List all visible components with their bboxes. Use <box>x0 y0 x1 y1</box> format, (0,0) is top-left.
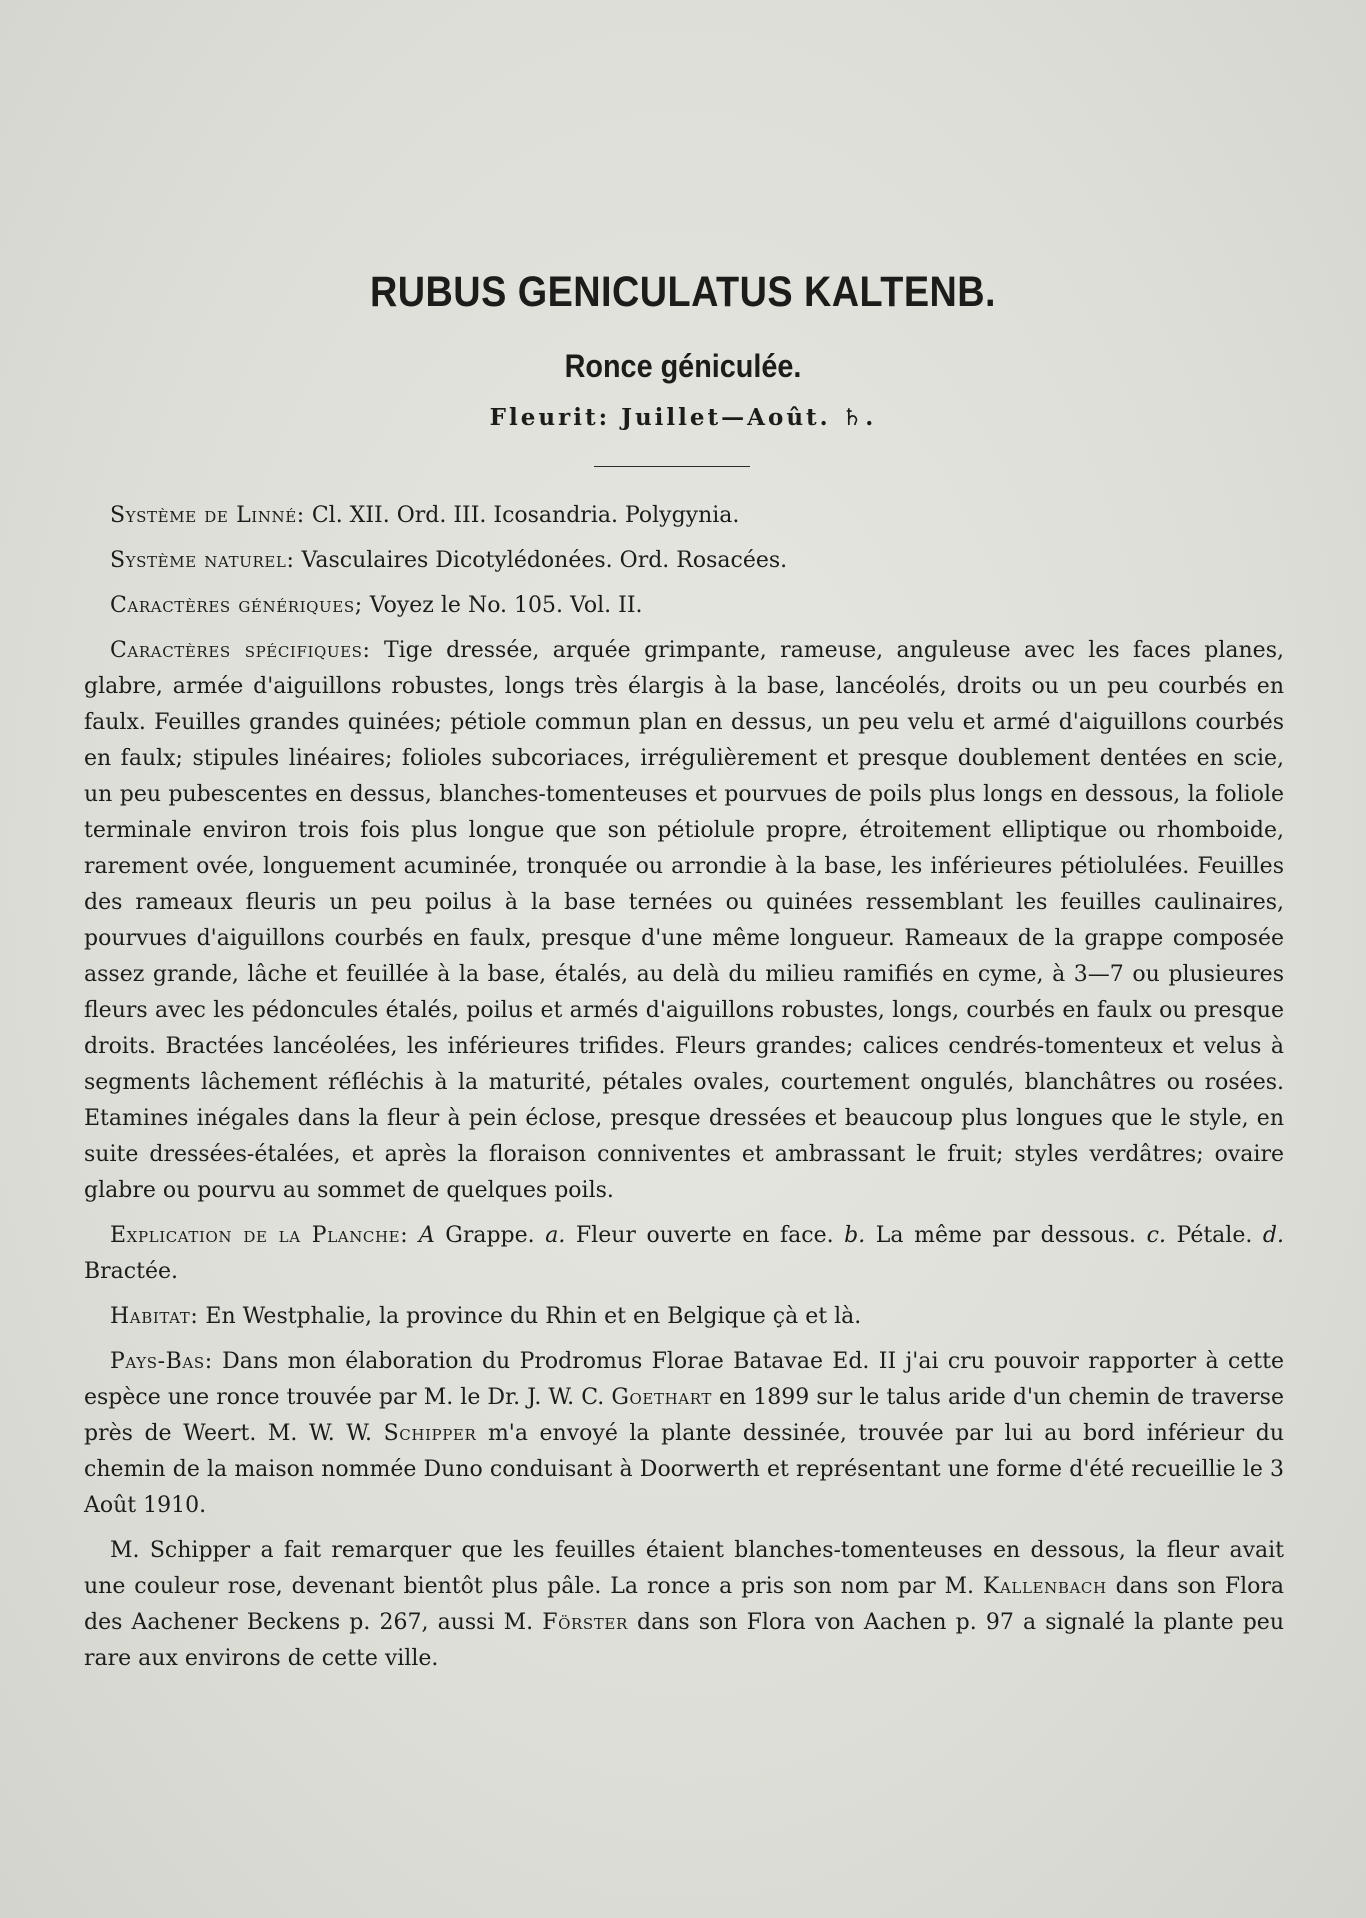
section-label: Pays-Bas: <box>110 1349 213 1374</box>
section-generiques <box>84 588 1284 624</box>
person-name: Förster <box>542 1610 628 1635</box>
section-explication <box>84 1218 1284 1290</box>
section-text: Voyez le No. 105. Vol. II. <box>362 593 643 618</box>
description-body <box>84 498 1284 1686</box>
section-text: Cl. XII. Ord. III. Icosandria. Polygynia. <box>304 503 740 528</box>
section-text: dans son Flora von Aachen p. 97 a signalé la plante peu rare aux environs de cette ville. <box>84 1610 1284 1671</box>
page-subtitle: Ronce géniculée. <box>564 348 802 384</box>
section-paysbas <box>84 1344 1284 1524</box>
section-label: Système de Linné: <box>110 503 305 528</box>
section-label: Caractères génériques; <box>110 593 363 618</box>
section-habitat <box>84 1299 1284 1335</box>
section-linne <box>84 498 1284 534</box>
plate-text: Grappe. <box>434 1223 546 1248</box>
section-specifiques <box>84 633 1284 1209</box>
person-name: Goethart <box>611 1385 712 1410</box>
section-label: Système naturel: <box>110 548 295 573</box>
plate-letter: A <box>418 1223 435 1248</box>
section-text: Dans mon élaboration du Prodromus Florae Batavae Ed. II j'ai cru pouvoir rapporter à cette espèce une ronce trouvée par M. le Dr. J. W. C. <box>84 1349 1284 1410</box>
section-text: en 1899 sur le talus aride d'un chemin de traverse près de Weert. M. W. W. <box>84 1385 1284 1446</box>
section-text: M. Schipper a fait remarquer que les feuilles étaient blanches-tomenteuses en dessous, la fleur avait une couleur rose, devenant bientôt plus pâle. La ronce a pris son nom par M. <box>84 1538 1284 1599</box>
plate-letter: a. <box>545 1223 566 1248</box>
section-label: Caractères spécifiques: <box>110 638 371 663</box>
divider <box>594 466 750 467</box>
person-name: Schipper <box>383 1421 477 1446</box>
section-label: Explication de la Planche: <box>110 1223 409 1248</box>
section-remarks <box>84 1533 1284 1677</box>
plate-letter: c. <box>1146 1223 1166 1248</box>
section-naturel <box>84 543 1284 579</box>
plate-letter: b. <box>844 1223 866 1248</box>
section-text: En Westphalie, la province du Rhin et en Belgique çà et là. <box>198 1304 862 1329</box>
section-text: dans son Flora des Aachener Beckens p. 267, aussi M. <box>84 1574 1284 1635</box>
plate-text: Pétale. <box>1165 1223 1263 1248</box>
section-label: Habitat: <box>110 1304 199 1329</box>
plate-text: Fleur ouverte en face. <box>565 1223 845 1248</box>
section-text: m'a envoyé la plante dessinée, trouvée par lui au bord inférieur du chemin de la maison nommée Duno conduisant à Doorwerth et représentant une forme d'été recueillie le 3 Août 1910. <box>84 1421 1284 1518</box>
plate-text: La même par dessous. <box>865 1223 1147 1248</box>
section-text: Tige dressée, arquée grimpante, rameuse, anguleuse avec les faces planes, glabre, armée d'aiguillons robustes, longs très élargis à la base, lancéolés, droits ou un peu courbés en faulx. Feuilles grandes quinées; pétiole commun plan en dessus, un peu velu et armé d'aiguillons courbés en faulx; stipules linéaires; folioles subcoriaces, irrégulièrement et presque doublement dentées en scie, un peu pubescentes en dessus, blanches-tomenteuses et pourvues de poils plus longs en dessous, la foliole terminale environ trois fois plus longue que son pétiolule propre, étroitement elliptique ou rhomboide, rarement ovée, longuement acuminée, tronquée ou arrondie à la base, les inférieures pétiolulées. Feuilles des rameaux fleuris un peu poilus à la base ternées ou quinées ressemblant les feuilles caulinaires, pourvues d'aiguillons courbés en faulx, presque d'une même longueur. Rameaux de la grappe composée assez grande, lâche et feuillée à la base, étalés, au delà du milieu ramifiés en cyme, à 3—7 ou plusieures fleurs avec les pédoncules étalés, poilus et armés d'aiguillons robustes, longs, courbés en faulx ou presque droits. Bractées lancéolées, les inférieures trifides. Fleurs grandes; calices cendrés-tomenteux et velus à segments lâchement réfléchis à la maturité, pétales ovales, courtement ongulés, blanchâtres ou rosées. Etamines inégales dans la fleur à pein éclose, presque dressées et beaucoup plus longues que le style, en suite dressées-étalées, et après la floraison conniventes et ambrassant le fruit; styles verdâtres; ovaire glabre ou pourvu au sommet de quelques poils. <box>84 638 1284 1203</box>
person-name: Kallenbach <box>982 1574 1107 1599</box>
section-text: Vasculaires Dicotylédonées. Ord. Rosacées. <box>294 548 788 573</box>
plate-text: Bractée. <box>84 1259 178 1284</box>
plate-letter: d. <box>1262 1223 1284 1248</box>
flowering-period: Fleurit: Juillet—Août. ♄. <box>489 404 877 431</box>
page-title: RUBUS GENICULATUS KALTENB. <box>370 268 996 316</box>
